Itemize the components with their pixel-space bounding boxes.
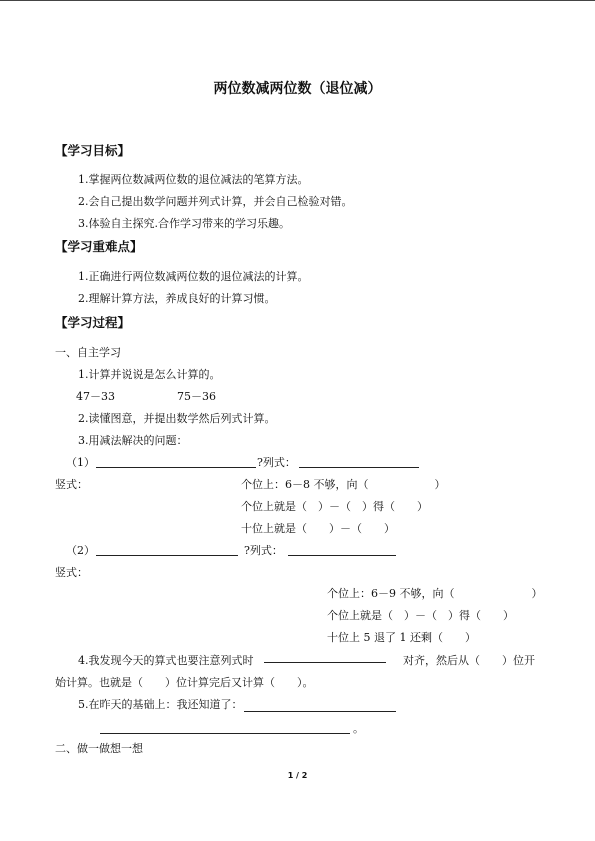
keypoint-item-2: 2.理解计算方法，养成良好的计算习惯。: [78, 292, 276, 305]
problem-1-tens-line: 十位上就是（ ）－（ ）: [241, 522, 395, 535]
part2-heading: 二、做一做想一想: [55, 742, 143, 755]
problem-1-blank[interactable]: [96, 467, 256, 468]
problem-2-ones-line-a: 个位上：6－9 不够，向（ ）: [327, 587, 543, 600]
problem-1-ones-line-b: 个位上就是（ ）－（ ）得（ ）: [241, 500, 428, 513]
part1-heading: 一、自主学习: [55, 346, 121, 359]
problem-2-vertical-label: 竖式：: [55, 566, 88, 579]
question-5-end-mark: 。: [353, 722, 364, 735]
problem-1-number: （1）: [66, 456, 95, 469]
section-heading-process: 【学习过程】: [55, 315, 131, 330]
problem-1-vertical-label: 竖式：: [55, 478, 88, 491]
problem-1-formula-blank[interactable]: [299, 467, 419, 468]
question-1: 1.计算并说说是怎么计算的。: [78, 368, 221, 381]
question-4-part-b: 对齐，然后从（ ）位开: [403, 654, 535, 667]
page-title: 两位数减两位数（退位减）: [213, 81, 382, 97]
question-5-blank-2[interactable]: [100, 733, 350, 734]
goal-item-2: 2.会自己提出数学问题并列式计算，并会自己检验对错。: [78, 195, 353, 208]
question-5-blank-1[interactable]: [244, 711, 396, 712]
problem-1-ones-line-a: 个位上：6－8 不够，向（ ）: [241, 478, 446, 491]
problem-2-number: （2）: [66, 544, 95, 557]
expression-b: 75－36: [177, 390, 216, 403]
question-4-blank[interactable]: [264, 662, 386, 663]
problem-2-ones-line-b: 个位上就是（ ）－（ ）得（ ）: [327, 609, 514, 622]
problem-2-tens-line: 十位上 5 退了 1 还剩（ ）: [327, 631, 476, 644]
question-4-part-c: 始计算。也就是（ ）位计算完后又计算（ ）。: [55, 676, 314, 689]
question-3: 3.用减法解决的问题：: [78, 434, 188, 447]
question-4-part-a: 4.我发现今天的算式也要注意列式时: [78, 654, 254, 667]
keypoint-item-1: 1.正确进行两位数减两位数的退位减法的计算。: [78, 270, 309, 283]
expression-a: 47－33: [76, 390, 115, 403]
section-heading-goals: 【学习目标】: [55, 143, 131, 158]
problem-2-formula-label: ?列式：: [244, 544, 283, 557]
problem-2-formula-blank[interactable]: [288, 555, 396, 556]
goal-item-3: 3.体验自主探究.合作学习带来的学习乐趣。: [78, 217, 290, 230]
question-2: 2.读懂图意，并提出数学然后列式计算。: [78, 412, 276, 425]
top-border: [0, 0, 595, 1]
problem-1-formula-label: ?列式：: [257, 456, 296, 469]
page-number: 1 / 2: [287, 771, 308, 780]
problem-2-blank[interactable]: [96, 555, 238, 556]
section-heading-keypoints: 【学习重难点】: [55, 239, 143, 254]
question-5: 5.在昨天的基础上：我还知道了：: [78, 698, 243, 711]
goal-item-1: 1.掌握两位数减两位数的退位减法的笔算方法。: [78, 173, 309, 186]
